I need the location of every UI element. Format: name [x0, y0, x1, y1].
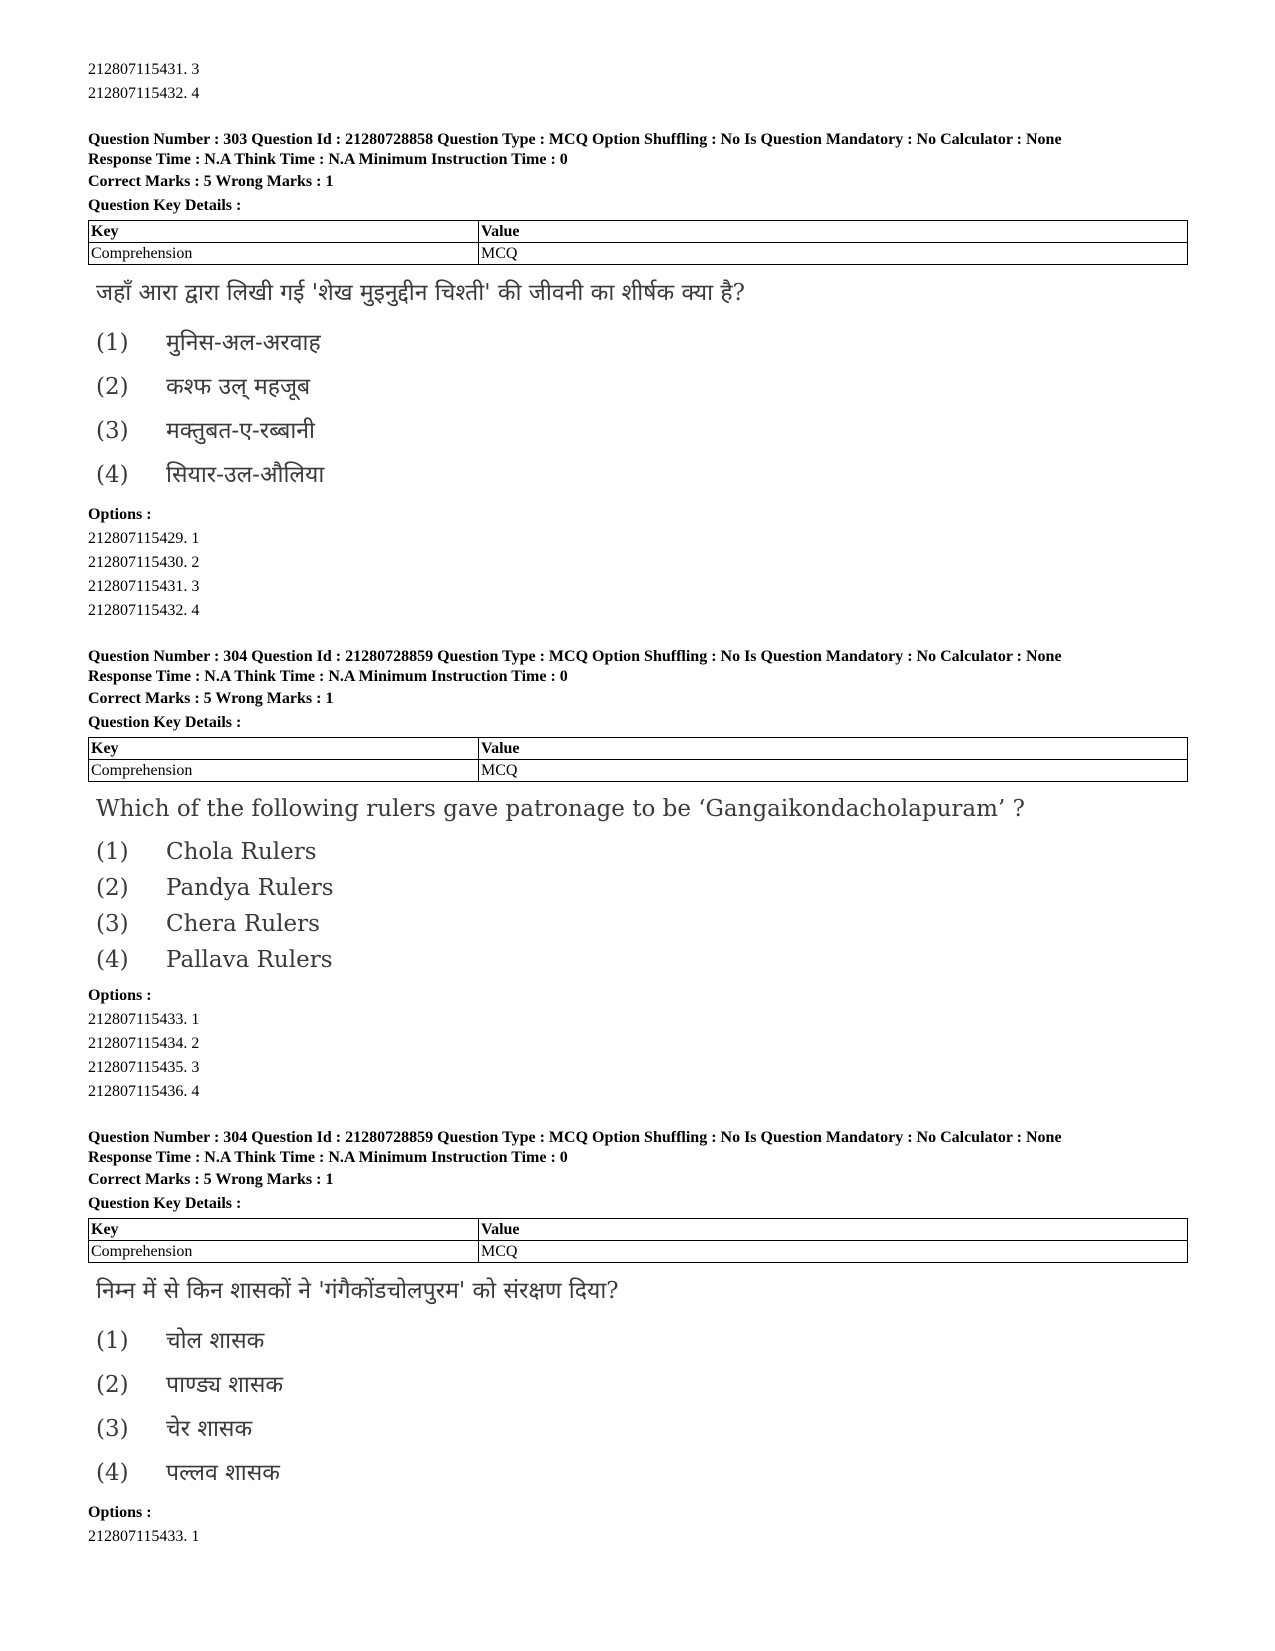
value-cell: MCQ	[479, 1241, 1188, 1263]
table-header-row	[89, 221, 1188, 243]
value-cell: MCQ	[479, 243, 1188, 265]
top-options-list	[88, 58, 1188, 106]
choice-item	[96, 1451, 1188, 1495]
option-line: 212807115433. 1	[88, 1011, 200, 1028]
table-row	[89, 760, 1188, 782]
question-block-303	[88, 130, 1188, 623]
value-cell: MCQ	[479, 760, 1188, 782]
choice-number: (4)	[96, 1460, 129, 1486]
choice-item	[96, 321, 1188, 365]
option-line: 212807115434. 2	[88, 1035, 200, 1052]
value-header: Value	[479, 738, 1188, 760]
option-line: 212807115433. 1	[88, 1528, 200, 1545]
choice-text: पाण्ड्य शासक	[166, 1372, 284, 1398]
choice-item	[96, 870, 1188, 906]
question-meta-line2: Response Time : N.A Think Time : N.A Minimum Instruction Time : 0	[88, 151, 568, 168]
choice-item	[96, 365, 1188, 409]
choice-text: कश्फ उल् महजूब	[166, 374, 311, 400]
document-page	[88, 58, 1188, 1549]
choice-number: (1)	[96, 839, 129, 865]
choice-number: (4)	[96, 462, 129, 488]
option-line: 212807115431. 3	[88, 578, 200, 595]
question-text: निम्न में से किन शासकों ने 'गंगैकोंडचोलपुरम' को संरक्षण दिया?	[96, 1278, 619, 1304]
question-content	[88, 792, 1188, 978]
key-details-table	[88, 1218, 1188, 1263]
key-header: Key	[89, 1219, 479, 1241]
key-header: Key	[89, 738, 479, 760]
choice-item	[96, 906, 1188, 942]
table-header-row	[89, 1219, 1188, 1241]
choice-item	[96, 1407, 1188, 1451]
choice-text: मक्तुबत-ए-रब्बानी	[166, 418, 316, 444]
choice-item	[96, 942, 1188, 978]
choice-item	[96, 1363, 1188, 1407]
choice-text: पल्लव शासक	[166, 1460, 280, 1486]
key-details-label: Question Key Details :	[88, 1195, 242, 1212]
key-cell: Comprehension	[89, 243, 479, 265]
question-meta-line1: Question Number : 303 Question Id : 21280728858 Question Type : MCQ Option Shuffling : No Is Question Mandatory : No Calculator : None	[88, 131, 1062, 148]
option-line: 212807115429. 1	[88, 530, 200, 547]
question-text: Which of the following rulers gave patronage to be ‘Gangaikondacholapuram’ ?	[96, 796, 1025, 822]
choice-item	[96, 834, 1188, 870]
choice-number: (1)	[96, 1328, 129, 1354]
choice-text: Chola Rulers	[166, 839, 317, 865]
question-content	[88, 275, 1188, 497]
choice-text: मुनिस-अल-अरवाह	[166, 330, 321, 356]
question-block-304-hindi	[88, 1128, 1188, 1549]
choice-number: (2)	[96, 875, 129, 901]
key-header: Key	[89, 221, 479, 243]
choice-item	[96, 453, 1188, 497]
choice-number: (3)	[96, 418, 129, 444]
value-header: Value	[479, 221, 1188, 243]
choice-number: (2)	[96, 374, 129, 400]
question-meta-line2: Response Time : N.A Think Time : N.A Minimum Instruction Time : 0	[88, 1149, 568, 1166]
key-details-table	[88, 220, 1188, 265]
key-cell: Comprehension	[89, 1241, 479, 1263]
option-line: 212807115430. 2	[88, 554, 200, 571]
choice-text: चोल शासक	[166, 1328, 265, 1354]
value-header: Value	[479, 1219, 1188, 1241]
choice-number: (3)	[96, 1416, 129, 1442]
options-label: Options :	[88, 506, 152, 523]
key-cell: Comprehension	[89, 760, 479, 782]
option-line: 212807115432. 4	[88, 602, 200, 619]
marks-line: Correct Marks : 5 Wrong Marks : 1	[88, 690, 334, 707]
choice-item	[96, 1319, 1188, 1363]
choice-text: चेर शासक	[166, 1416, 253, 1442]
option-line: 212807115435. 3	[88, 1059, 200, 1076]
choice-text: Pallava Rulers	[166, 947, 333, 973]
choice-number: (1)	[96, 330, 129, 356]
choice-number: (2)	[96, 1372, 129, 1398]
choice-text: Pandya Rulers	[166, 875, 334, 901]
question-meta-line1: Question Number : 304 Question Id : 21280728859 Question Type : MCQ Option Shuffling : No Is Question Mandatory : No Calculator : None	[88, 648, 1062, 665]
choice-number: (3)	[96, 911, 129, 937]
options-label: Options :	[88, 987, 152, 1004]
marks-line: Correct Marks : 5 Wrong Marks : 1	[88, 173, 334, 190]
key-details-label: Question Key Details :	[88, 197, 242, 214]
choice-text: Chera Rulers	[166, 911, 320, 937]
table-row	[89, 243, 1188, 265]
key-details-table	[88, 737, 1188, 782]
question-meta-line2: Response Time : N.A Think Time : N.A Minimum Instruction Time : 0	[88, 668, 568, 685]
option-line: 212807115436. 4	[88, 1083, 200, 1100]
options-label: Options :	[88, 1504, 152, 1521]
question-meta-line1: Question Number : 304 Question Id : 21280728859 Question Type : MCQ Option Shuffling : No Is Question Mandatory : No Calculator : None	[88, 1129, 1062, 1146]
question-block-304-english	[88, 647, 1188, 1104]
option-line: 212807115431. 3	[88, 61, 200, 78]
choice-text: सियार-उल-औलिया	[166, 462, 325, 488]
marks-line: Correct Marks : 5 Wrong Marks : 1	[88, 1171, 334, 1188]
table-row	[89, 1241, 1188, 1263]
choice-item	[96, 409, 1188, 453]
choice-number: (4)	[96, 947, 129, 973]
question-text: जहाँ आरा द्वारा लिखी गई 'शेख मुइनुद्दीन चिश्ती' की जीवनी का शीर्षक क्या है?	[96, 280, 745, 306]
table-header-row	[89, 738, 1188, 760]
question-content	[88, 1273, 1188, 1495]
option-line: 212807115432. 4	[88, 85, 200, 102]
key-details-label: Question Key Details :	[88, 714, 242, 731]
